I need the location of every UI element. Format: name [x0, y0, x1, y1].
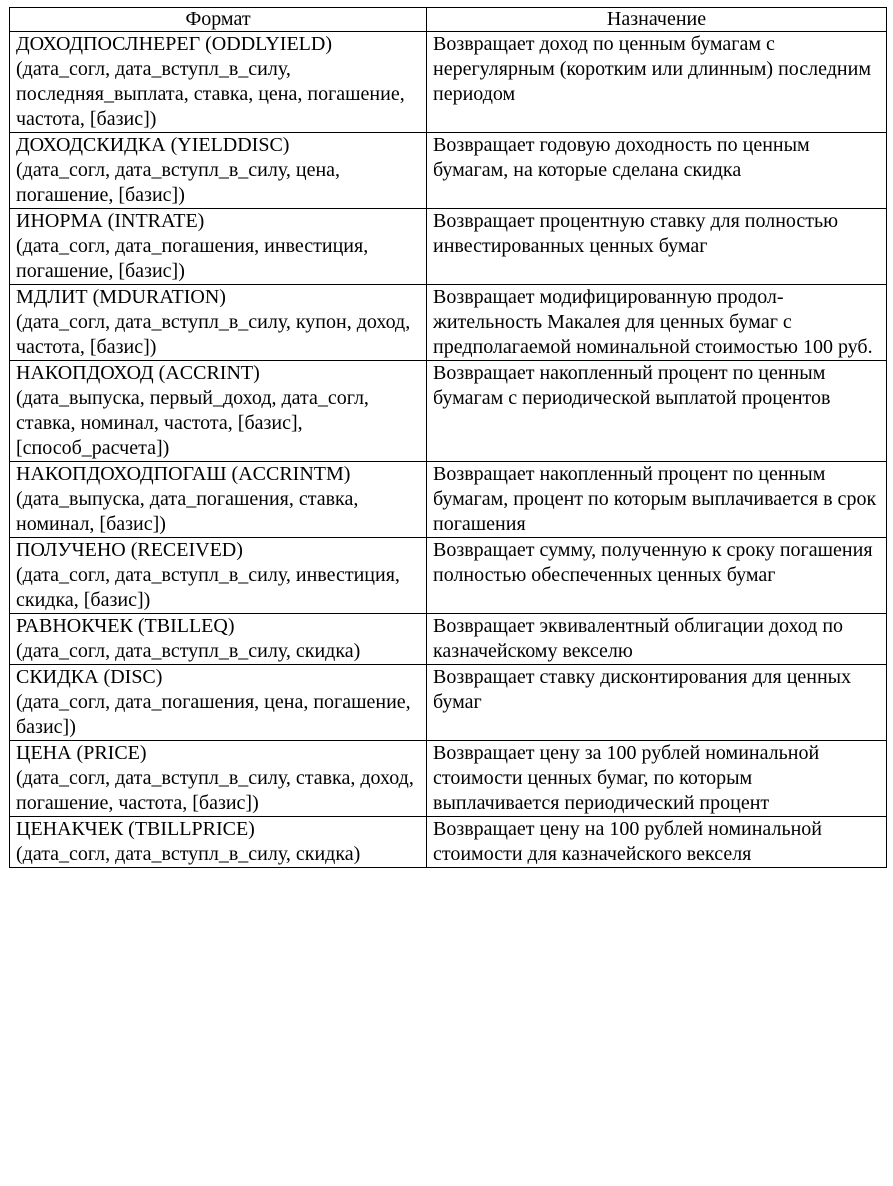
format-cell: [10, 209, 427, 285]
purpose-cell: Возвращает накопленный процент по ценным бумагам, процент по которым выплачивается в срок погашения: [427, 462, 887, 538]
purpose-cell: Возвращает годовую доходность по ценным бумагам, на которые сделана скидка: [427, 133, 887, 209]
table-row: [10, 209, 887, 285]
function-args: (дата_согл, дата_вступл_в_силу, последняя_выплата, ставка, цена, погашение, частота, [базис]): [16, 58, 405, 130]
function-args: (дата_согл, дата_погашения, цена, погашение, базис]): [16, 691, 411, 738]
table-header: [10, 8, 887, 32]
purpose-cell: Возвращает сумму, полученную к сроку погашения полностью обеспеченных ценных бумаг: [427, 538, 887, 614]
purpose-cell: Возвращает процентную ставку для полностью инвестированных ценных бумаг: [427, 209, 887, 285]
table-row: [10, 361, 887, 462]
function-name: МДЛИТ (MDURATION): [16, 286, 226, 308]
function-args: (дата_выпуска, первый_доход, дата_согл, ставка, номинал, частота, [базис], [способ_расчета]): [16, 387, 369, 459]
table-body: [10, 32, 887, 868]
function-name: НАКОПДОХОДПОГАШ (ACCRINTM): [16, 463, 351, 485]
header-purpose: Назначение: [427, 8, 887, 32]
function-args: (дата_выпуска, дата_погашения, ставка, номинал, [базис]): [16, 488, 359, 535]
header-format: Формат: [10, 8, 427, 32]
table-row: [10, 285, 887, 361]
purpose-cell: Возвращает ставку дисконтирования для ценных бумаг: [427, 665, 887, 741]
purpose-cell: Возвращает эквивалентный облигации доход по казначейскому векселю: [427, 614, 887, 665]
function-name: НАКОПДОХОД (ACCRINT): [16, 362, 260, 384]
format-cell: [10, 665, 427, 741]
format-cell: [10, 285, 427, 361]
table-row: [10, 614, 887, 665]
function-name: ЦЕНАКЧЕК (TBILLPRICE): [16, 818, 255, 840]
purpose-cell: Возвращает модифицированную продол-жительность Макалея для ценных бумаг с предполагаемой номинальной стоимостью 100 руб.: [427, 285, 887, 361]
format-cell: [10, 614, 427, 665]
table-row: [10, 133, 887, 209]
purpose-cell: Возвращает накопленный процент по ценным бумагам с периодической выплатой процентов: [427, 361, 887, 462]
format-cell: [10, 32, 427, 133]
header-row: [10, 8, 887, 32]
functions-table-wrapper: [9, 7, 886, 868]
format-cell: [10, 133, 427, 209]
function-name: РАВНОКЧЕК (TBILLEQ): [16, 615, 235, 637]
function-name: ЦЕНА (PRICE): [16, 742, 147, 764]
format-cell: [10, 538, 427, 614]
format-cell: [10, 462, 427, 538]
function-name: СКИДКА (DISC): [16, 666, 163, 688]
function-name: ДОХОДСКИДКА (YIELDDISC): [16, 134, 290, 156]
function-name: ДОХОДПОСЛНЕРЕГ (ODDLYIELD): [16, 33, 332, 55]
format-cell: [10, 741, 427, 817]
function-args: (дата_согл, дата_вступл_в_силу, ставка, доход, погашение, частота, [базис]): [16, 767, 414, 814]
function-args: (дата_согл, дата_вступл_в_силу, скидка): [16, 640, 361, 662]
financial-functions-table: [9, 7, 887, 868]
function-args: (дата_согл, дата_вступл_в_силу, цена, погашение, [базис]): [16, 159, 341, 206]
function-name: ИНОРМА (INTRATE): [16, 210, 205, 232]
purpose-cell: Возвращает доход по ценным бумагам с нерегулярным (коротким или длинным) последним периодом: [427, 32, 887, 133]
function-args: (дата_согл, дата_погашения, инвестиция, погашение, [базис]): [16, 235, 369, 282]
format-cell: [10, 817, 427, 868]
table-row: [10, 665, 887, 741]
purpose-cell: Возвращает цену за 100 рублей номинальной стоимости ценных бумаг, по которым выплачивается периодический процент: [427, 741, 887, 817]
function-args: (дата_согл, дата_вступл_в_силу, купон, доход, частота, [базис]): [16, 311, 411, 358]
table-row: [10, 817, 887, 868]
purpose-cell: Возвращает цену на 100 рублей номинальной стоимости для казначейского векселя: [427, 817, 887, 868]
table-row: [10, 32, 887, 133]
table-row: [10, 741, 887, 817]
table-row: [10, 538, 887, 614]
function-name: ПОЛУЧЕНО (RECEIVED): [16, 539, 243, 561]
function-args: (дата_согл, дата_вступл_в_силу, скидка): [16, 843, 361, 865]
function-args: (дата_согл, дата_вступл_в_силу, инвестиция, скидка, [базис]): [16, 564, 400, 611]
format-cell: [10, 361, 427, 462]
table-row: [10, 462, 887, 538]
